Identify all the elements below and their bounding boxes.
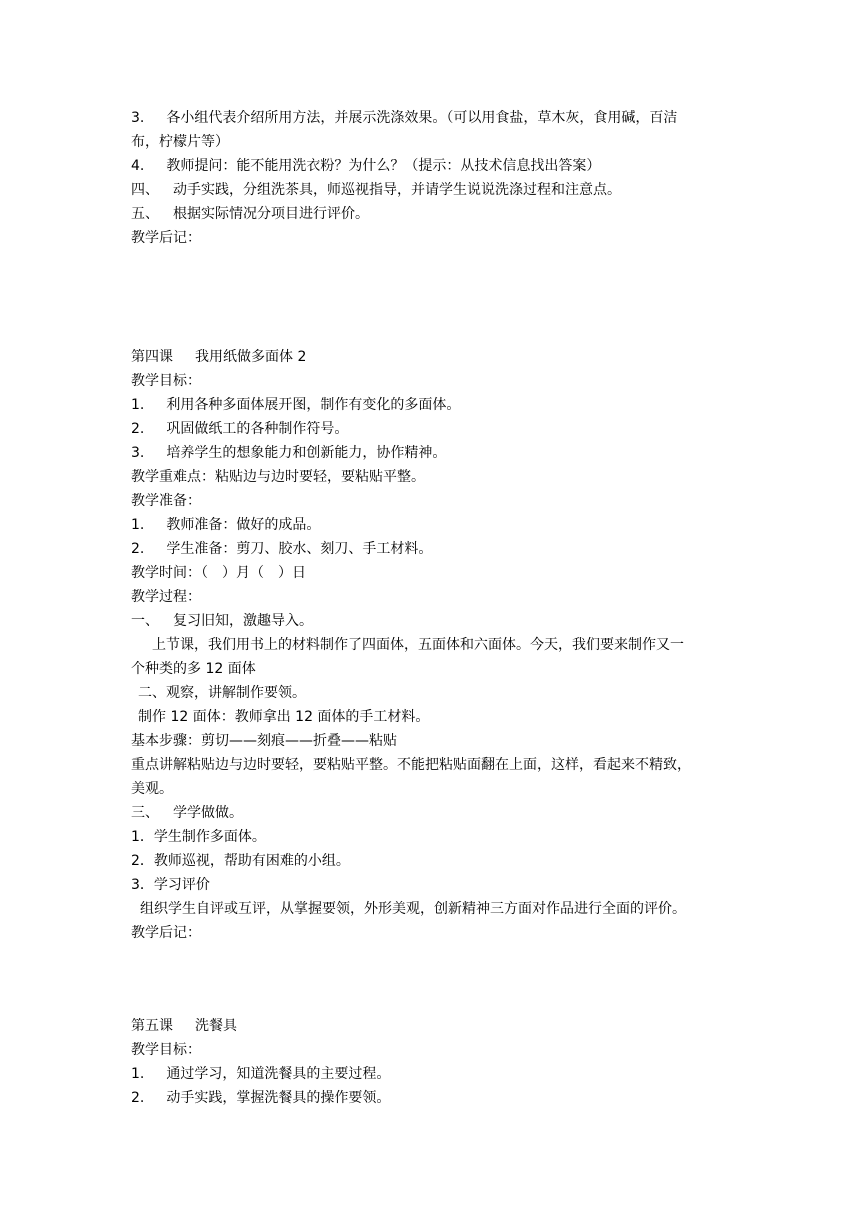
emphasis-paragraph-cont: 美观。 (131, 781, 173, 797)
evaluation-paragraph: 组织学生自评或互评，从掌握要领，外形美观，创新精神三方面对作品进行全面的评价。 (140, 901, 686, 917)
goal-item (131, 443, 731, 463)
list-text: 教师准备：做好的成品。 (166, 517, 321, 533)
list-text: 动手实践，掌握洗餐具的操作要领。 (166, 1090, 391, 1106)
list-number: 2. (131, 1090, 145, 1106)
step-text: 根据实际情况分项目进行评价。 (173, 206, 369, 222)
step-text: 复习旧知，激趣导入。 (173, 613, 313, 629)
lesson-heading (131, 1016, 731, 1036)
list-text: 通过学习，知道洗餐具的主要过程。 (166, 1066, 391, 1082)
sub-item: 1．学生制作多面体。 (131, 829, 266, 845)
sub-item: 3．学习评价 (131, 877, 210, 893)
step-5 (131, 204, 731, 224)
list-item-4 (131, 156, 731, 176)
lesson-heading (131, 347, 731, 367)
lesson-title: 洗餐具 (195, 1018, 237, 1034)
step-text: 动手实践，分组洗茶具，师巡视指导，并请学生说说洗涤过程和注意点。 (173, 182, 621, 198)
goal-item (131, 395, 731, 415)
lesson-number: 第五课 (131, 1018, 173, 1034)
list-number: 1. (131, 1066, 145, 1082)
goal-item (131, 1064, 731, 1084)
list-text: 巩固做纸工的各种制作符号。 (166, 421, 349, 437)
list-number: 4. (131, 158, 145, 174)
prep-label: 教学准备： (131, 493, 201, 509)
step-text: 学学做做。 (173, 805, 243, 821)
list-number: 1. (131, 517, 145, 533)
list-item-3 (131, 108, 731, 128)
intro-paragraph: 上节课，我们用书上的材料制作了四面体，五面体和六面体。今天，我们要来制作又一 (152, 637, 684, 653)
step-number: 三、 (131, 805, 159, 821)
sub-item: 2．教师巡视，帮助有困难的小组。 (131, 853, 350, 869)
intro-paragraph-cont: 个种类的多 12 面体 (131, 661, 256, 677)
make-12-faces: 制作 12 面体：教师拿出 12 面体的手工材料。 (138, 709, 430, 725)
step-2: 二、观察，讲解制作要领。 (138, 685, 306, 701)
teaching-time: 教学时间：（ ）月（ ）日 (131, 565, 306, 581)
list-text: 各小组代表介绍所用方法，并展示洗涤效果。（可以用食盐，草木灰，食用碱，百洁 (166, 110, 678, 126)
goals-label: 教学目标： (131, 373, 201, 389)
step-number: 一、 (131, 613, 159, 629)
prep-item (131, 515, 731, 535)
key-points: 教学重难点：粘贴边与边时要轻，要粘贴平整。 (131, 469, 425, 485)
teaching-notes-label: 教学后记： (131, 230, 201, 246)
list-number: 2. (131, 421, 145, 437)
process-label: 教学过程： (131, 589, 201, 605)
prep-item (131, 539, 731, 559)
step-3 (131, 803, 731, 823)
list-text: 教师提问：能不能用洗衣粉？为什么？（提示：从技术信息找出答案） (166, 158, 601, 174)
step-number: 四、 (131, 182, 159, 198)
lesson-number: 第四课 (131, 349, 173, 365)
step-number: 五、 (131, 206, 159, 222)
list-text: 利用各种多面体展开图，制作有变化的多面体。 (166, 397, 461, 413)
list-number: 3. (131, 445, 145, 461)
emphasis-paragraph: 重点讲解粘贴边与边时要轻，要粘贴平整。不能把粘贴面翻在上面，这样，看起来不精致， (131, 757, 691, 773)
list-text: 培养学生的想象能力和创新能力，协作精神。 (166, 445, 447, 461)
list-number: 1. (131, 397, 145, 413)
list-text: 学生准备：剪刀、胶水、刻刀、手工材料。 (166, 541, 433, 557)
step-1 (131, 611, 731, 631)
teaching-notes-label: 教学后记： (131, 925, 201, 941)
step-4 (131, 180, 731, 200)
list-number: 2. (131, 541, 145, 557)
list-number: 3. (131, 110, 145, 126)
list-item-3-cont (131, 132, 731, 152)
goal-item (131, 1088, 731, 1108)
goals-label: 教学目标： (131, 1042, 201, 1058)
goal-item (131, 419, 731, 439)
list-text-cont: 布，柠檬片等） (131, 134, 229, 150)
basic-steps: 基本步骤：剪切——刻痕——折叠——粘贴 (131, 733, 397, 749)
lesson-title: 我用纸做多面体 2 (195, 349, 307, 365)
